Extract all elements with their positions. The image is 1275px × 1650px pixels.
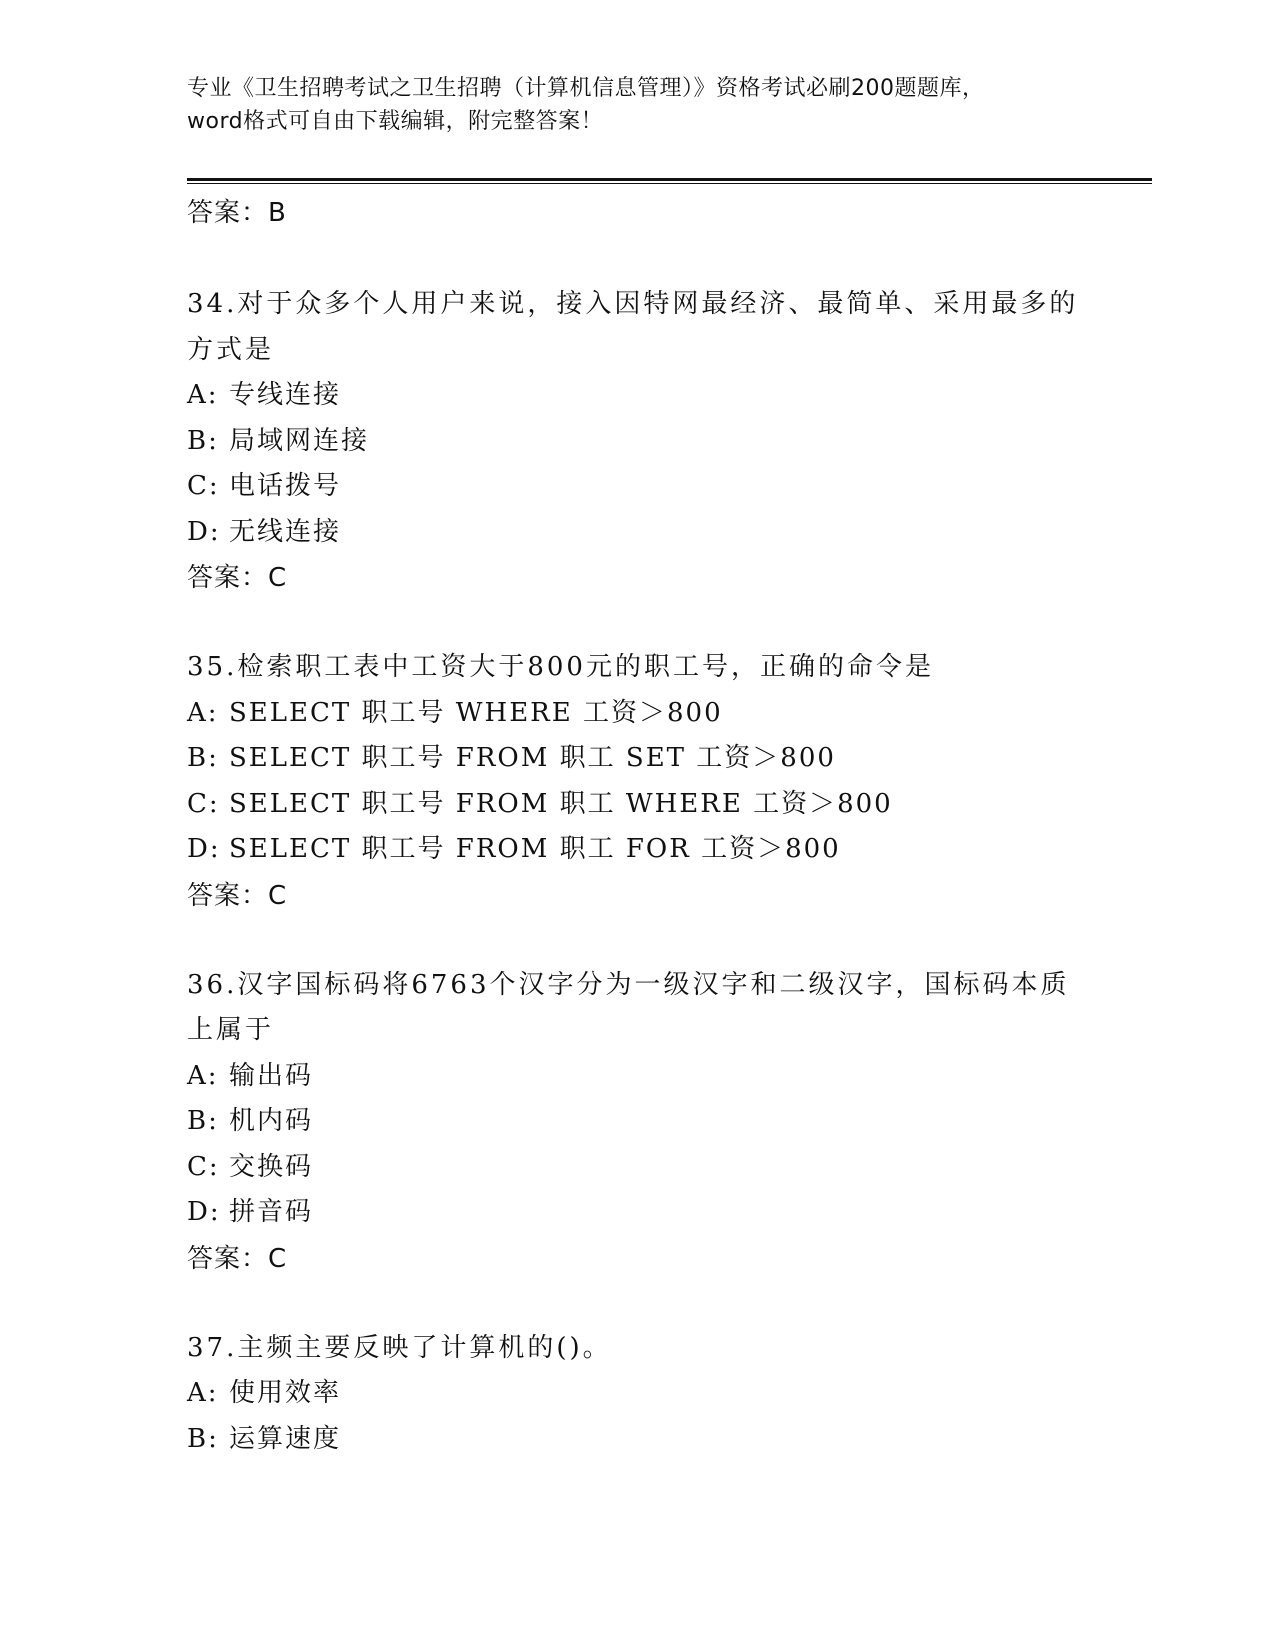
question-stem-line: 35.检索职工表中工资大于800元的职工号，正确的命令是: [187, 652, 934, 682]
option-letter: D:: [187, 1197, 221, 1227]
option-c: [187, 782, 1087, 828]
question-stem-line: 上属于: [187, 1015, 275, 1045]
option-letter: C:: [187, 788, 220, 819]
option-b: [187, 1099, 1087, 1145]
option-text: 专线连接: [229, 380, 342, 410]
option-text: SELECT 职工号 FROM 职工 WHERE 工资＞800: [229, 788, 893, 819]
question-stem-line: 34.对于众多个人用户来说，接入因特网最经济、最简单、采用最多的: [187, 289, 1079, 319]
option-text: 使用效率: [229, 1378, 342, 1408]
document-header: [187, 72, 1087, 138]
question-34: [187, 282, 1087, 601]
option-letter: B:: [187, 1423, 219, 1454]
option-letter: D:: [187, 516, 221, 547]
option-letter: A:: [187, 697, 219, 728]
option-text: 电话拨号: [229, 471, 342, 501]
question-stem-line: 36.汉字国标码将6763个汉字分为一级汉字和二级汉字，国标码本质: [187, 969, 1070, 1000]
option-b: [187, 736, 1087, 782]
option-text: 局域网连接: [229, 425, 370, 456]
header-line-2: word格式可自由下载编辑，附完整答案！: [187, 109, 604, 134]
option-text: SELECT 职工号 FROM 职工 FOR 工资＞800: [229, 834, 841, 864]
option-a: [187, 373, 1087, 419]
option-text: 输出码: [229, 1060, 314, 1091]
question-37: [187, 1326, 1087, 1463]
option-b: [187, 419, 1087, 465]
option-d: [187, 827, 1087, 873]
option-letter: B:: [187, 743, 219, 773]
option-letter: A:: [187, 380, 219, 410]
header-rule-thick: [187, 178, 1152, 181]
option-letter: A:: [187, 1060, 219, 1091]
option-text: 拼音码: [229, 1197, 314, 1227]
option-text: SELECT 职工号 WHERE 工资＞800: [229, 697, 723, 728]
option-d: [187, 1190, 1087, 1236]
question-stem-line: 37.主频主要反映了计算机的()。: [187, 1332, 612, 1363]
option-c: [187, 464, 1087, 510]
option-text: 运算速度: [229, 1423, 342, 1454]
option-letter: B:: [187, 1106, 219, 1136]
option-text: 机内码: [229, 1106, 314, 1136]
option-letter: D:: [187, 834, 221, 864]
answer-line: 答案：C: [187, 1243, 288, 1274]
header-rule-thin: [187, 183, 1152, 184]
option-letter: B:: [187, 425, 219, 456]
option-letter: A:: [187, 1378, 219, 1408]
option-a: [187, 1054, 1087, 1100]
header-line-1: 专业《卫生招聘考试之卫生招聘（计算机信息管理）》资格考试必刷200题题库，: [187, 76, 985, 101]
answer-line: 答案：C: [187, 563, 288, 593]
previous-question-answer: [187, 190, 287, 236]
option-letter: C:: [187, 1151, 220, 1182]
question-list: [187, 282, 1087, 1506]
question-35: [187, 645, 1087, 919]
question-36: [187, 963, 1087, 1282]
option-letter: C:: [187, 471, 220, 501]
option-a: [187, 691, 1087, 737]
option-text: 交换码: [229, 1151, 314, 1182]
option-c: [187, 1145, 1087, 1191]
option-b: [187, 1417, 1087, 1463]
option-text: 无线连接: [229, 516, 342, 547]
answer-line: 答案：B: [187, 198, 287, 228]
option-text: SELECT 职工号 FROM 职工 SET 工资＞800: [229, 743, 836, 773]
question-stem-line: 方式是: [187, 334, 275, 365]
answer-line: 答案：C: [187, 880, 288, 911]
option-a: [187, 1371, 1087, 1417]
option-d: [187, 510, 1087, 556]
